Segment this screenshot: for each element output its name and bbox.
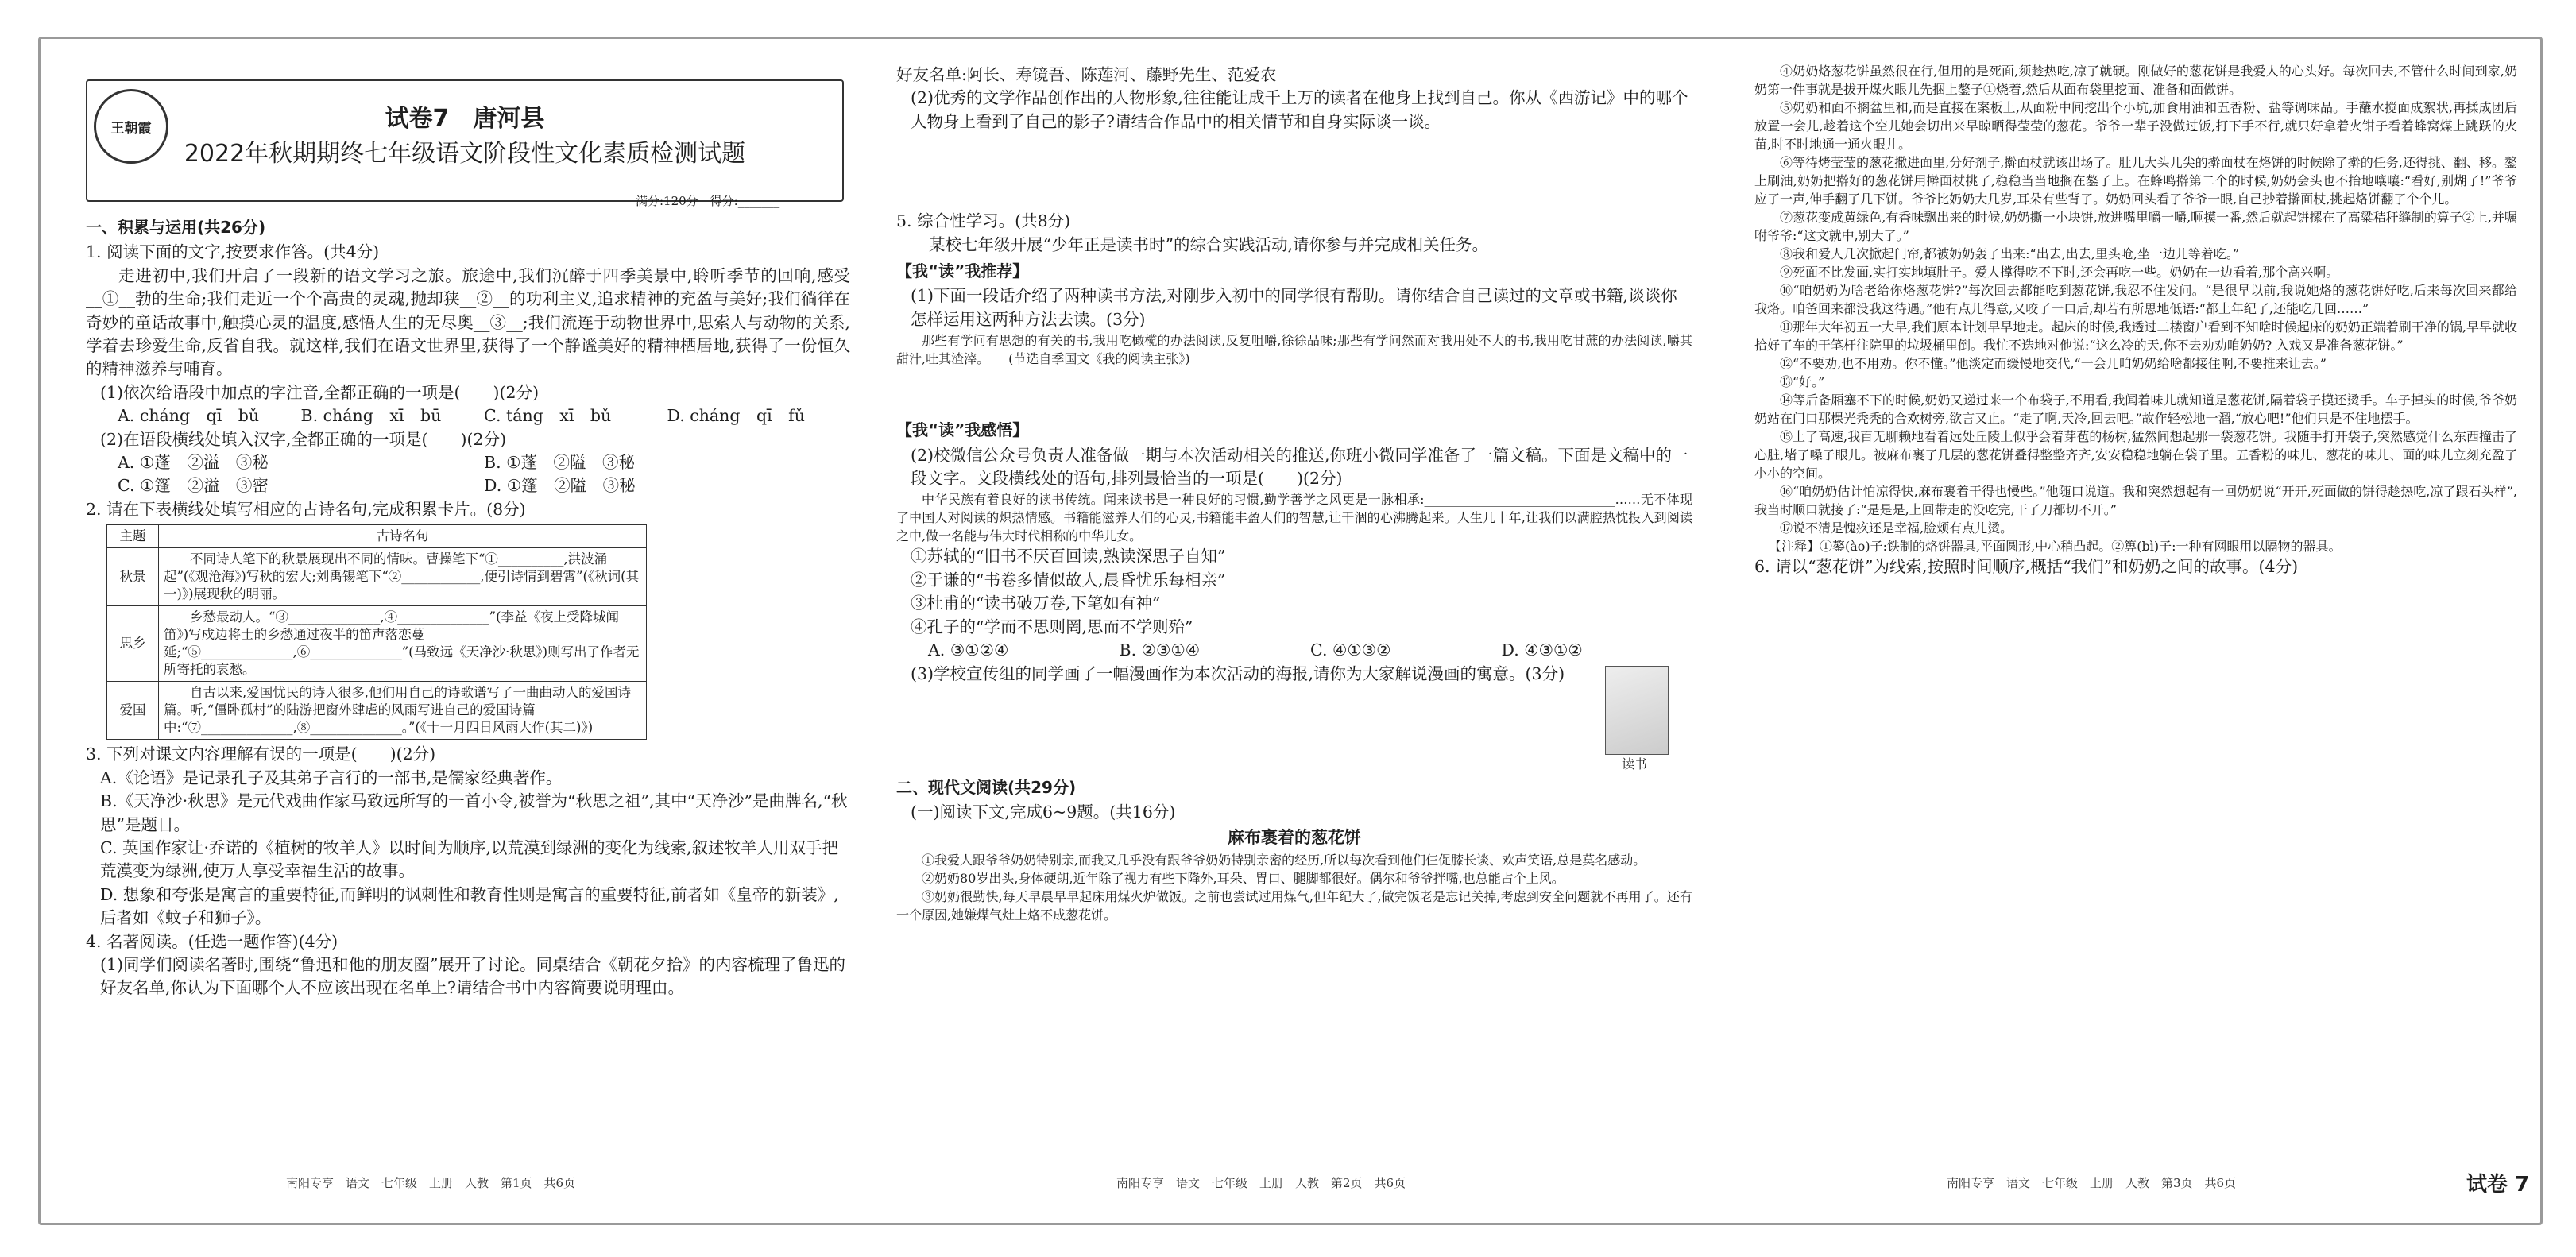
publisher-logo: 王朝霞 [94, 89, 168, 164]
page-column-1 [86, 213, 850, 1158]
paragraph: 走进初中,我们开启了一段新的语文学习之旅。旅途中,我们沉醉于四季美景中,聆听季节的回响,感受__①__勃的生命;我们走近一个个高贵的灵魂,抛却狭__②__的功利主义,追求精神的充盈与美好;我们徜徉在奇妙的童话故事中,触摸心灵的温度,感悟人生的无尽奥__③__;我们流连于动物世界中,思索人与动物的关系,学着去珍爱生命,反省自我。就这样,我们在语文世界里,获得了一个静谧美好的精神栖居地,获得了一份恒久的精神滋养与哺育。 [86, 265, 850, 379]
table-theme: 秋景 [107, 548, 159, 606]
table-header: 主题 [107, 525, 159, 548]
paragraph: ⑨死面不比发面,实打实地填肚子。爱人撑得吃不下时,还会再吃一些。奶奶在一边看着,那个高兴啊。 [1780, 265, 2339, 280]
paragraph: (1)同学们阅读名著时,围绕“鲁迅和他的朋友圈”展开了讨论。同桌结合《朝花夕拾》的内容梳理了鲁迅的好友名单,你认为下面哪个人不应该出现在名单上?请结合书中内容简要说明理由。 [100, 954, 846, 998]
page-column-3 [1754, 62, 2517, 1158]
answer-option: C. ①篷 ②溢 ③密 [118, 476, 269, 496]
question-text: 4. 名著阅读。(任选一题作答)(4分) [86, 931, 338, 951]
answer-option: B. ①蓬 ②隘 ③秘 [484, 453, 635, 473]
answer-option: A. ①蓬 ②溢 ③秘 [118, 453, 269, 473]
paragraph: B.《天净沙·秋思》是元代戏曲作家马致远所写的一首小令,被誉为“秋思之祖”,其中“天净沙”是曲牌名,“秋思”是题目。 [100, 791, 848, 834]
paragraph: ⑰说不清是愧疚还是幸福,脸颊有点儿烫。 [1780, 520, 2013, 536]
answer-option: A. ③①②④ [928, 640, 1009, 660]
answer-option: C. ④①③② [1310, 640, 1391, 660]
paragraph: D. 想象和夸张是寓言的重要特征,而鲜明的讽刺性和教育性则是寓言的重要特征,前者如《皇帝的新装》,后者如《蚊子和狮子》。 [100, 884, 839, 928]
question-text: 2. 请在下表横线处填写相应的古诗名句,完成积累卡片。(8分) [86, 499, 526, 519]
answer-space [896, 133, 1692, 210]
paragraph: (1)下面一段话介绍了两种读书方法,对刚步入初中的同学很有帮助。请你结合自己读过的文章或书籍,谈谈你怎样运用这两种方法去读。(3分) [911, 286, 1677, 329]
table-theme: 思乡 [107, 606, 159, 682]
paragraph: ⑯“咱奶奶估计怕凉得快,麻布裹着干得也慢些。”他随口说道。我和突然想起有一回奶奶说“开开,死面做的饼得趁热吃,凉了跟石头样”,我当时顺口就接了:“是是是,上回带走的没吃完,干了刀都切不开。” [1754, 484, 2517, 517]
paragraph: ⑬“好。” [1780, 374, 1825, 389]
section-heading: 【我“读”我推荐】 [896, 261, 1029, 281]
paragraph: ①苏轼的“旧书不厌百回读,熟读深思子自知” [911, 547, 1226, 567]
reading-cartoon-image [1605, 666, 1669, 772]
paragraph: ⑪那年大年初五一大早,我们原本计划早早地走。起床的时候,我透过二楼窗户看到不知啥时候起床的奶奶正端着刷干净的锅,早早就收拾好了车的干笔杆往院里的垃圾桶里倒。我忙不迭地对他说:“这么冷的天,你不去劝劝咱奶奶? 入戏又是准备葱花饼。” [1754, 319, 2517, 353]
answer-option: D. cháng qī fǔ [667, 406, 805, 426]
paragraph: (2)优秀的文学作品创作出的人物形象,往往能让成千上万的读者在他身上找到自己。你从《西游记》中的哪个人物身上看到了自己的影子?请结合作品中的相关情节和自身实际谈一谈。 [911, 88, 1688, 131]
section-heading: 【我“读”我感悟】 [896, 420, 1029, 440]
paragraph: (2)在语段横线处填入汉字,全都正确的一项是( )(2分) [100, 429, 507, 449]
table-content: 自古以来,爱国忧民的诗人很多,他们用自己的诗歌谱写了一曲曲动人的爱国诗篇。听,“僵卧孤村”的陆游把窗外肆虐的风雨写进自己的爱国诗篇中:“⑦______________,⑧______________。”(《十一月四日风雨大作(其二)》) [159, 682, 647, 740]
question-text: 3. 下列对课文内容理解有误的一项是( )(2分) [86, 745, 436, 764]
paragraph: ⑫“不要劝,也不用劝。你不懂。”他淡定而缓慢地交代,“一会儿咱奶奶给啥都接住啊,不要推来让去。” [1780, 356, 2327, 371]
footer-page-3: 南阳专享 语文 七年级 上册 人教 第3页 共6页 [1947, 1176, 2237, 1190]
question-text: 5. 综合性学习。(共8分) [896, 211, 1071, 231]
paragraph: A.《论语》是记录孔子及其弟子言行的一部书,是儒家经典著作。 [100, 768, 563, 787]
question-text: 1. 阅读下面的文字,按要求作答。(共4分) [86, 242, 380, 262]
table-content: 不同诗人笔下的秋景展现出不同的情味。曹操笔下“①__________,洪波涌起”(《观沧海》)写秋的宏大;刘禹锡笔下“②____________,便引诗情到碧霄”(《秋词(其一)》)展现秋的明丽。 [159, 548, 647, 606]
paragraph: ⑦葱花变成黄绿色,有香味飘出来的时候,奶奶撕一小块饼,放进嘴里嚼一嚼,咂摸一番,然后就起饼摞在了高粱秸秆缝制的箅子②上,并嘱咐爷爷:“这文就中,别大了。” [1754, 210, 2517, 243]
paragraph: C. 英国作家让·乔诺的《植树的牧羊人》以时间为顺序,以荒漠到绿洲的变化为线索,叙述牧羊人用双手把荒漠变为绿洲,使万人享受幸福生活的故事。 [100, 837, 839, 881]
table-row [107, 606, 647, 682]
table-row [107, 548, 647, 606]
paragraph: 【注释】①鏊(ào)子:铁制的烙饼器具,平面圆形,中心稍凸起。②箅(bì)子:一种有网眼用以隔物的器具。 [1769, 539, 2342, 554]
paragraph: (3)学校宣传组的同学画了一幅漫画作为本次活动的海报,请你为大家解说漫画的寓意。(3分) [911, 663, 1565, 683]
paragraph: ⑮上了高速,我百无聊赖地看着远处丘陵上似乎会着芽苞的杨树,猛然间想起那一袋葱花饼。我随手打开袋子,突然感觉什么东西撞击了心脏,堵了嗓子眼儿。被麻布裹了几层的葱花饼叠得整整齐齐,安安稳稳地躺在袋子里。五香粉的味儿、葱花的味儿、面的味儿立刻充盈了小小的空间。 [1754, 429, 2517, 481]
answer-options [118, 404, 850, 427]
paragraph: ⑥等待烤莹莹的葱花撒进面里,分好剂子,擀面杖就该出场了。肚儿大头儿尖的擀面杖在烙饼的时候除了擀的任务,还得挑、翻、移。鏊上刷油,奶奶把擀好的葱花饼用擀面杖挑了,稳稳当当地搁在鏊子上。在蜂鸣擀第二个的时候,奶奶会头也不抬地嚷嚷:“看好,别煳了!”爷爷应了一声,伸手翻了几下饼。爷爷比奶奶大几岁,耳朵有些背了。奶奶回头看了爷爷一眼,自己抄着擀面杖,挑起烙饼翻了个个儿。 [1754, 155, 2517, 207]
answer-option: A. cháng qī bǔ [118, 406, 260, 426]
paragraph: ⑭等后备厢塞不下的时候,奶奶又递过来一个布袋子,不用看,我闻着味儿就知道是葱花饼,隔着袋子摸还烫手。车子掉头的时候,爷爷奶奶站在门口那棵光秃秃的合欢树旁,欲言又止。“走了啊,天冷,回去吧。”故作轻松地一溜,“放心吧!”他们只是不住地摆手。 [1754, 393, 2517, 426]
paragraph: ②于谦的“书卷多情似故人,晨昏忧乐每相亲” [911, 570, 1226, 590]
cartoon-caption: 读书 [1622, 756, 1648, 772]
section-heading: 一、积累与运用(共26分) [86, 218, 266, 237]
exam-badge: 试卷 7 [2466, 1173, 2530, 1197]
paragraph: ③奶奶很勤快,每天早晨早早起床用煤火炉做饭。之前也尝试过用煤气,但年纪大了,做完饭老是忘记关掉,考虑到安全问题就不再用了。还有一个原因,她嫌煤气灶上烙不成葱花饼。 [896, 889, 1692, 923]
paragraph: ⑤奶奶和面不搁盆里和,而是直接在案板上,从面粉中间挖出个小坑,加食用油和五香粉、盐等调味品。手蘸水搅面成絮状,再揉成团后放置一会儿,趁着这个空儿她会切出来早晾晒得莹莹的葱花。爷爷一辈子没做过饭,打下手不行,就只好拿着火钳子看着蜂窝煤上跳跃的火苗,时不时地通一通火眼儿。 [1754, 100, 2517, 152]
answer-option: C. táng xī bǔ [484, 406, 612, 426]
paragraph: 某校七年级开展“少年正是读书时”的综合实践活动,请你参与并完成相关任务。 [929, 234, 1488, 254]
page-column-2 [896, 64, 1692, 1160]
answer-options [118, 474, 850, 497]
paragraph: (一)阅读下文,完成6~9题。(共16分) [911, 803, 1176, 822]
paragraph: ①我爱人跟爷爷奶奶特别亲,而我又几乎没有跟爷爷奶奶特别亲密的经历,所以每次看到他们仨促膝长谈、欢声笑语,总是莫名感动。 [922, 853, 1646, 868]
paragraph: ③杜甫的“读书破万卷,下笔如有神” [911, 594, 1161, 613]
question-text: 6. 请以“葱花饼”为线索,按照时间顺序,概括“我们”和奶奶之间的故事。(4分) [1754, 557, 2299, 576]
score-line: 满分:120分 得分:_______ [636, 194, 780, 208]
paragraph: 中华民族有着良好的读书传统。闻来读书是一种良好的习惯,勤学善学之风更是一脉相承:______________________________……无不体现了中国人对阅读的炽热情感。书籍能滋养人们的心灵,书籍能丰盈人们的智慧,让干涸的心沸腾起来。人生几十年,让我们以满腔热忱投入到阅读之中,做一名能与伟大时代相称的中华儿女。 [896, 492, 1692, 544]
paragraph: ⑩“咱奶奶为啥老给你烙葱花饼?”每次回去都能吃到葱花饼,我忍不住发问。“是很早以前,我说她烙的葱花饼好吃,后来每次回来都给我烙。咱爸回来都没我这待遇。”他有点儿得意,又咬了一口后,却若有所思地低语:“都上年纪了,还能吃几回……” [1754, 283, 2517, 316]
table-row [107, 682, 647, 740]
answer-option: D. ④③①② [1501, 640, 1583, 660]
paragraph: ④奶奶烙葱花饼虽然很在行,但用的是死面,须趁热吃,凉了就硬。刚做好的葱花饼是我爱人的心头好。每次回去,不管什么时间到家,奶奶第一件事就是拔开煤火眼儿先捆上鏊子①烧着,然后从面布袋里挖面、准备和面做饼。 [1754, 64, 2517, 97]
answer-option: B. ②③①④ [1119, 640, 1201, 660]
table-content: 乡愁最动人。“③______________,④______________”(李益《夜上受降城闻笛》)写戍边将士的乡愁通过夜半的笛声落恋蔓延;“⑤______________,⑥______________”(马致远《天净沙·秋思》)则写出了作者无所寄托的哀愁。 [159, 606, 647, 682]
answer-options [928, 639, 1692, 662]
exam-title: 2022年秋期期终七年级语文阶段性文化素质检测试题 [184, 140, 746, 168]
footer-page-2: 南阳专享 语文 七年级 上册 人教 第2页 共6页 [1116, 1176, 1406, 1190]
paragraph: ④孔子的“学而不思则罔,思而不学则殆” [911, 617, 1193, 636]
table-header: 古诗名句 [159, 525, 647, 548]
answer-space [896, 686, 1692, 773]
exam-header [86, 79, 844, 202]
article-title: 麻布裹着的葱花饼 [1228, 827, 1361, 847]
exam-number-title: 试卷7 唐河县 [385, 105, 545, 133]
paragraph: 那些有学问有思想的有关的书,我用吃橄榄的办法阅读,反复咀嚼,徐徐品味;那些有学问然而对我用处不大的书,我用吃甘蔗的办法阅读,嚼其甜汁,吐其渣滓。 (节选自季国文《我的阅读主张》) [896, 333, 1692, 367]
section-heading: 二、现代文阅读(共29分) [896, 777, 1077, 797]
answer-option: B. cháng xī bū [300, 406, 442, 426]
paragraph: (1)依次给语段中加点的字注音,全都正确的一项是( )(2分) [100, 382, 540, 402]
paragraph: ⑧我和爱人几次掀起门帘,都被奶奶轰了出来:“出去,出去,里头呛,坐一边儿等着吃。” [1780, 246, 2240, 261]
paragraph: 好友名单:阿长、寿镜吾、陈莲河、藤野先生、范爱农 [896, 65, 1277, 84]
paragraph: (2)校微信公众号负责人准备做一期与本次活动相关的推送,你班小微同学准备了一篇文稿。下面是文稿中的一段文字。文段横线处的语句,排列最恰当的一项是( )(2分) [911, 445, 1688, 489]
answer-option: D. ①篷 ②隘 ③秘 [484, 476, 636, 496]
poem-card-table [106, 524, 647, 740]
footer-page-1: 南阳专享 语文 七年级 上册 人教 第1页 共6页 [286, 1176, 576, 1190]
table-theme: 爱国 [107, 682, 159, 740]
answer-space [896, 368, 1692, 416]
paragraph: ②奶奶80岁出头,身体硬朗,近年除了视力有些下降外,耳朵、胃口、腿脚都很好。偶尔和爷爷拌嘴,也总能占个上风。 [922, 871, 1565, 887]
answer-options [118, 451, 850, 474]
